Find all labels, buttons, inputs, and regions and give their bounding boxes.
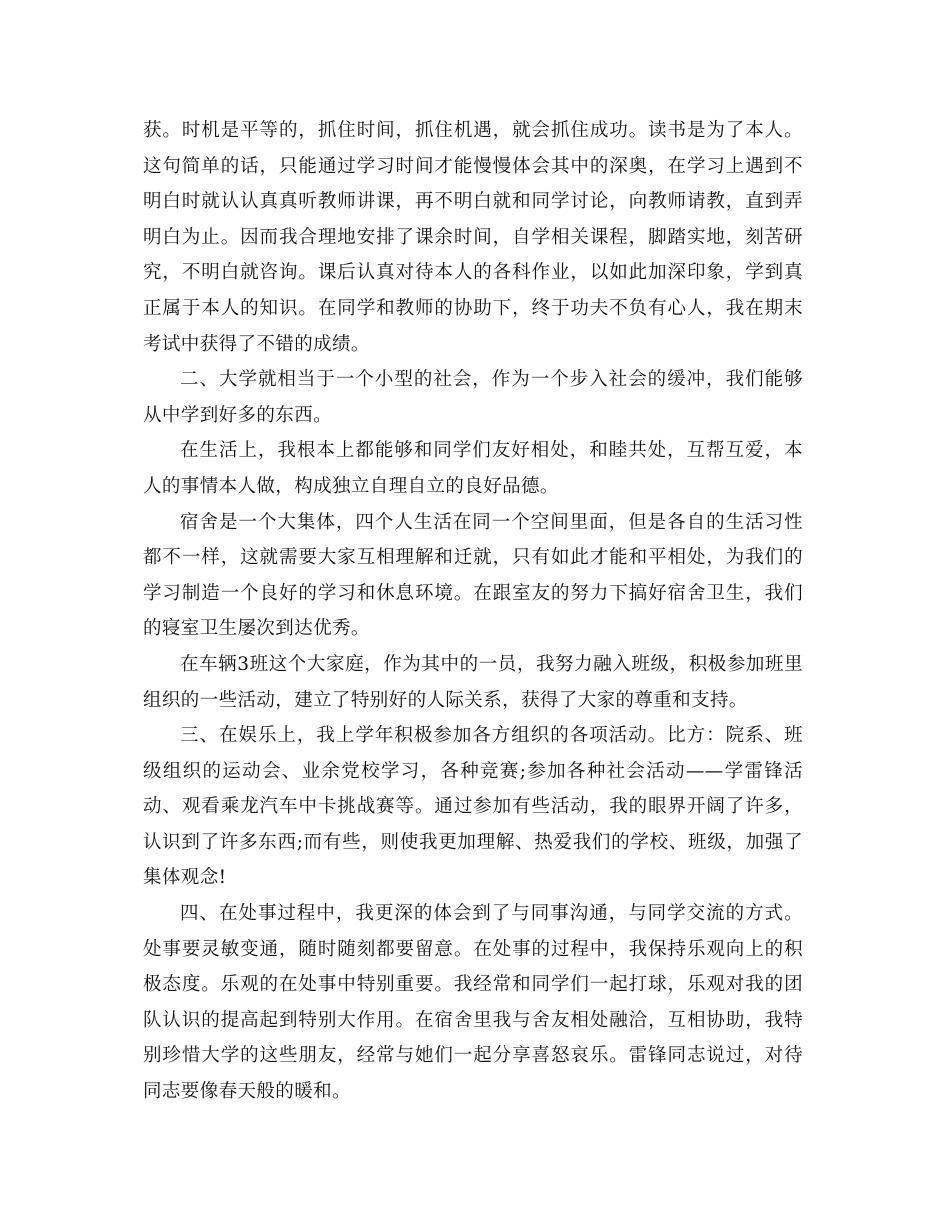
paragraph-4: 宿舍是一个大集体，四个人生活在同一个空间里面，但是各自的生活习性都不一样，这就需要大家互相理解和迁就，只有如此才能和平相处，为我们的学习制造一个良好的学习和休息环境。在跟室友的努力下搞好宿舍卫生，我们的寝室卫生屡次到达优秀。 xyxy=(143,511,803,640)
document-body xyxy=(143,113,803,1110)
paragraph-6: 三、在娱乐上，我上学年积极参加各方组织的各项活动。比方：院系、班级组织的运动会、业余党校学习，各种竞赛;参加各种社会活动——学雷锋活动、观看乘龙汽车中卡挑战赛等。通过参加有些活动，我的眼界开阔了许多，认识到了许多东西;而有些，则使我更加理解、热爱我们的学校、班级，加强了集体观念! xyxy=(143,725,803,889)
paragraph-3: 在生活上，我根本上都能够和同学们友好相处，和睦共处，互帮互爱，本人的事情本人做，构成独立自理自立的良好品德。 xyxy=(143,440,803,497)
paragraph-2: 二、大学就相当于一个小型的社会，作为一个步入社会的缓冲，我们能够从中学到好多的东西。 xyxy=(143,369,803,426)
paragraph-5: 在车辆3班这个大家庭，作为其中的一员，我努力融入班级，积极参加班里组织的一些活动，建立了特别好的人际关系，获得了大家的尊重和支持。 xyxy=(143,653,803,711)
paragraph-7: 四、在处事过程中，我更深的体会到了与同事沟通，与同学交流的方式。处事要灵敏变通，随时随刻都要留意。在处事的过程中，我保持乐观向上的积极态度。乐观的在处事中特别重要。我经常和同学们一起打球，乐观对我的团队认识的提高起到特别大作用。在宿舍里我与舍友相处融洽，互相协助，我特别珍惜大学的这些朋友，经常与她们一起分享喜怒哀乐。雷锋同志说过，对待同志要像春天般的暖和。 xyxy=(143,903,803,1103)
paragraph-1: 获。时机是平等的，抓住时间，抓住机遇，就会抓住成功。读书是为了本人。这句简单的话，只能通过学习时间才能慢慢体会其中的深奥，在学习上遇到不明白时就认认真真听教师讲课，再不明白就和同学讨论，向教师请教，直到弄明白为止。因而我合理地安排了课余时间，自学相关课程，脚踏实地，刻苦研究，不明白就咨询。课后认真对待本人的各科作业，以如此加深印象，学到真正属于本人的知识。在同学和教师的协助下，终于功夫不负有心人，我在期末考试中获得了不错的成绩。 xyxy=(143,120,803,355)
